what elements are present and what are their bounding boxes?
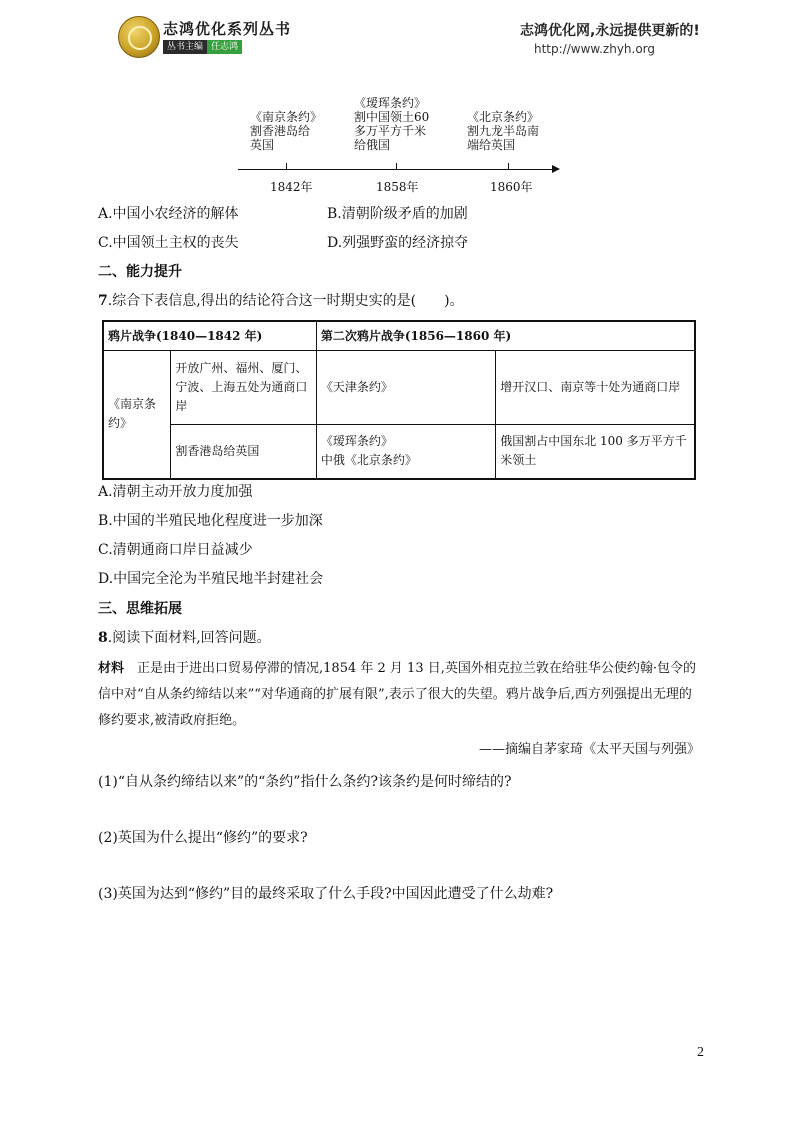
q6-option-c: C.中国领土主权的丧失	[98, 235, 239, 251]
q8-stem	[98, 628, 271, 648]
series-logo	[118, 16, 160, 58]
timeline-tick	[508, 163, 509, 169]
q6-option-a: A.中国小农经济的解体	[98, 206, 239, 222]
page-number: 2	[697, 1045, 704, 1060]
q7-stem	[98, 291, 464, 311]
treaty-table	[102, 320, 696, 480]
q7-option-d: D.中国完全沦为半殖民地半封建社会	[98, 571, 324, 587]
timeline-tick	[286, 163, 287, 169]
q6-option-d: D.列强野蛮的经济掠夺	[327, 235, 469, 251]
timeline-year: 1858年	[376, 180, 419, 194]
timeline-text: 割中国领土60	[354, 110, 430, 124]
timeline-text: 多万平方千米	[354, 124, 427, 138]
table-cell	[316, 425, 495, 479]
timeline-tick	[396, 163, 397, 169]
section-heading: 三、思维拓展	[98, 601, 182, 617]
material-passage	[98, 656, 704, 734]
site-url[interactable]: http://www.zhyh.org	[534, 42, 656, 56]
timeline-text: 英国	[250, 138, 275, 152]
timeline-text: 《瑷珲条约》	[354, 96, 427, 110]
q7-option-c: C.清朝通商口岸日益减少	[98, 542, 253, 558]
material-source: ——摘编自茅家琦《太平天国与列强》	[478, 742, 700, 757]
q6-option-b: B.清朝阶级矛盾的加剧	[327, 206, 468, 222]
q7-option-b: B.中国的半殖民地化程度进一步加深	[98, 513, 323, 529]
editor-label: 丛书主编	[163, 40, 207, 54]
table-cell: 开放广州、福州、厦门、宁波、上海五处为通商口岸	[171, 351, 317, 425]
timeline-year: 1860年	[490, 180, 533, 194]
table-cell: 割香港岛给英国	[171, 425, 317, 479]
table-header: 鸦片战争(1840—1842 年)	[103, 321, 316, 351]
table-cell: 增开汉口、南京等十处为通商口岸	[496, 351, 695, 425]
editor-badge	[163, 40, 242, 54]
timeline-text: 割香港岛给	[250, 124, 311, 138]
timeline-event-1858	[354, 96, 429, 152]
question-number: 8	[98, 630, 108, 646]
section-heading: 二、能力提升	[98, 264, 182, 280]
table-cell: 《南京条约》	[103, 351, 171, 479]
timeline-year: 1842年	[270, 180, 313, 194]
question-text: .阅读下面材料,回答问题。	[107, 630, 271, 646]
question-number: 7	[98, 293, 108, 309]
timeline-event-1860	[467, 110, 539, 152]
site-slogan: 志鸿优化网,永远提供更新的!	[520, 23, 700, 39]
table-cell: 俄国割占中国东北 100 多万平方千米领土	[496, 425, 695, 479]
q8-sub3: (3)英国为达到“修约”目的最终采取了什么手段?中国因此遭受了什么劫难?	[98, 886, 554, 902]
material-text: 正是由于进出口贸易停滞的情况,1854 年 2 月 13 日,英国外相克拉兰敦在给驻华公使约翰·包令的信中对“自从条约缔结以来”“对华通商的扩展有限”,表示了很大的失望。鸦片战争后,西方列强提出无理的修约要求,被清政府拒绝。	[98, 661, 696, 728]
table-cell: 《天津条约》	[316, 351, 495, 425]
timeline-event-1842	[250, 110, 322, 152]
timeline-axis	[238, 169, 554, 170]
timeline-text: 《南京条约》	[250, 110, 323, 124]
question-text: .综合下表信息,得出的结论符合这一时期史实的是( )。	[107, 293, 464, 309]
timeline-arrow	[552, 165, 560, 173]
timeline-text: 给俄国	[354, 138, 391, 152]
table-header: 第二次鸦片战争(1856—1860 年)	[316, 321, 695, 351]
timeline-text: 端给英国	[467, 138, 516, 152]
q8-sub1: (1)“自从条约缔结以来”的“条约”指什么条约?该条约是何时缔结的?	[98, 774, 512, 790]
editor-name: 任志鸿	[207, 40, 242, 54]
q7-option-a: A.清朝主动开放力度加强	[98, 484, 253, 500]
cell-line: 中俄《北京条约》	[320, 453, 417, 468]
timeline-text: 割九龙半岛南	[467, 124, 540, 138]
timeline-text: 《北京条约》	[467, 110, 540, 124]
cell-line: 《瑷珲条约》	[320, 434, 393, 449]
q8-sub2: (2)英国为什么提出“修约”的要求?	[98, 830, 308, 846]
series-title: 志鸿优化系列丛书	[163, 20, 292, 38]
material-label: 材料	[98, 661, 125, 676]
